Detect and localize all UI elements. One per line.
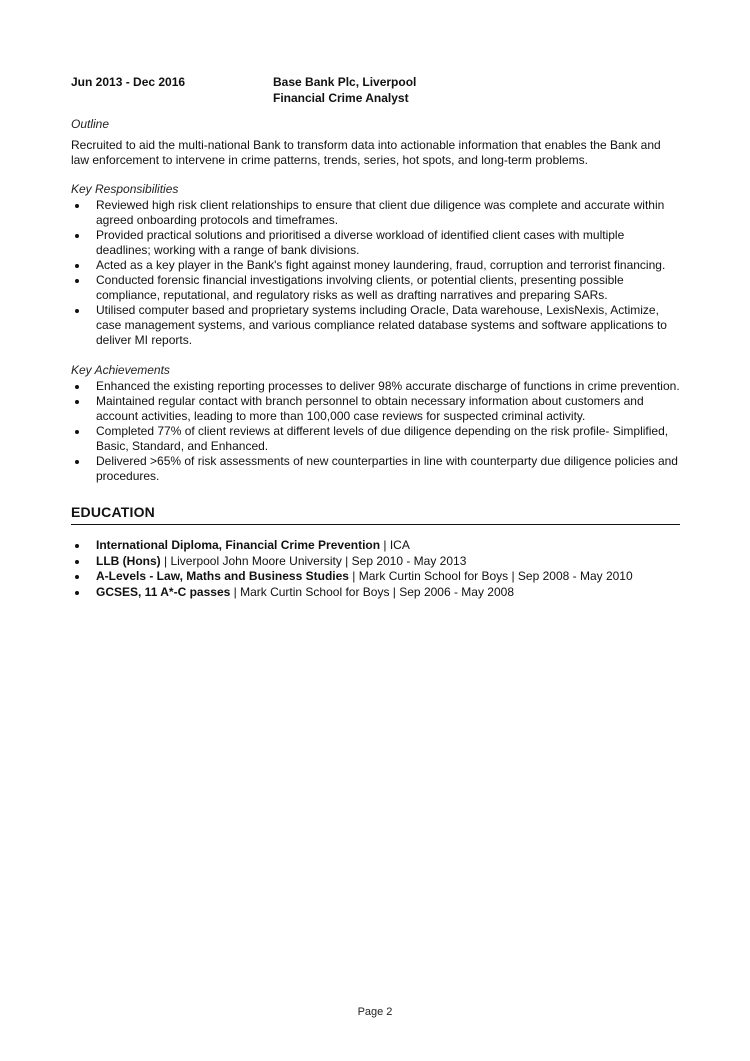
education-heading: EDUCATION: [71, 503, 680, 525]
education-title: International Diploma, Financial Crime Prevention: [96, 538, 381, 552]
education-list: [71, 538, 680, 600]
education-item: [71, 585, 680, 601]
resume-page: [71, 74, 680, 600]
education-item: [71, 554, 680, 570]
list-item: Conducted forensic financial investigations involving clients, or potential clients, presenting possible compliance, reputational, and regulatory risks as well as drafting narratives and preparing SARs.: [71, 273, 680, 303]
job-organisation: [273, 74, 416, 106]
achievements-list: [71, 379, 680, 484]
list-item: Delivered >65% of risk assessments of new counterparties in line with counterparty due diligence policies and procedures.: [71, 454, 680, 484]
job-title: Financial Crime Analyst: [273, 91, 409, 105]
list-item: Provided practical solutions and prioritised a diverse workload of identified client cases with multiple deadlines; working with a range of bank divisions.: [71, 228, 680, 258]
responsibilities-list: [71, 198, 680, 348]
outline-label: Outline: [71, 117, 110, 131]
education-title: A-Levels - Law, Maths and Business Studies: [96, 569, 349, 583]
education-detail: | Liverpool John Moore University | Sep 2010 - May 2013: [160, 553, 467, 568]
job-header: [71, 74, 680, 106]
list-item: Reviewed high risk client relationships to ensure that client due diligence was complete and accurate within agreed onboarding protocols and timeframes.: [71, 198, 680, 228]
list-item: Utilised computer based and proprietary systems including Oracle, Data warehouse, LexisNexis, Actimize, case management systems, and various compliance related database systems and software applications to deliver MI reports.: [71, 303, 680, 348]
list-item: Enhanced the existing reporting processes to deliver 98% accurate discharge of functions in crime prevention.: [71, 379, 680, 394]
job-dates: Jun 2013 - Dec 2016: [71, 75, 186, 89]
achievements-label: Key Achievements: [71, 363, 170, 377]
list-item: Maintained regular contact with branch personnel to obtain necessary information about customers and account activities, leading to more than 100,000 case reviews for suspected criminal activity.: [71, 394, 680, 424]
education-detail: | ICA: [380, 538, 410, 552]
job-company: Base Bank Plc, Liverpool: [273, 75, 417, 89]
education-item: [71, 538, 680, 554]
list-item: Acted as a key player in the Bank's fight against money laundering, fraud, corruption and terrorist financing.: [71, 258, 680, 273]
list-item: Completed 77% of client reviews at different levels of due diligence depending on the risk profile- Simplified, Basic, Standard, and Enhanced.: [71, 424, 680, 454]
education-item: [71, 569, 680, 585]
outline-text: Recruited to aid the multi-national Bank to transform data into actionable information that enables the Bank and law enforcement to intervene in crime patterns, trends, series, hot spots, and long-term problems.: [71, 138, 661, 167]
education-detail: | Mark Curtin School for Boys | Sep 2006 - May 2008: [230, 584, 514, 599]
education-title: GCSES, 11 A*-C passes: [96, 584, 231, 599]
education-detail: | Mark Curtin School for Boys | Sep 2008 - May 2010: [348, 569, 633, 583]
page-number: Page 2: [357, 1006, 393, 1018]
education-title: LLB (Hons): [96, 553, 161, 568]
responsibilities-label: Key Responsibilities: [71, 182, 179, 196]
